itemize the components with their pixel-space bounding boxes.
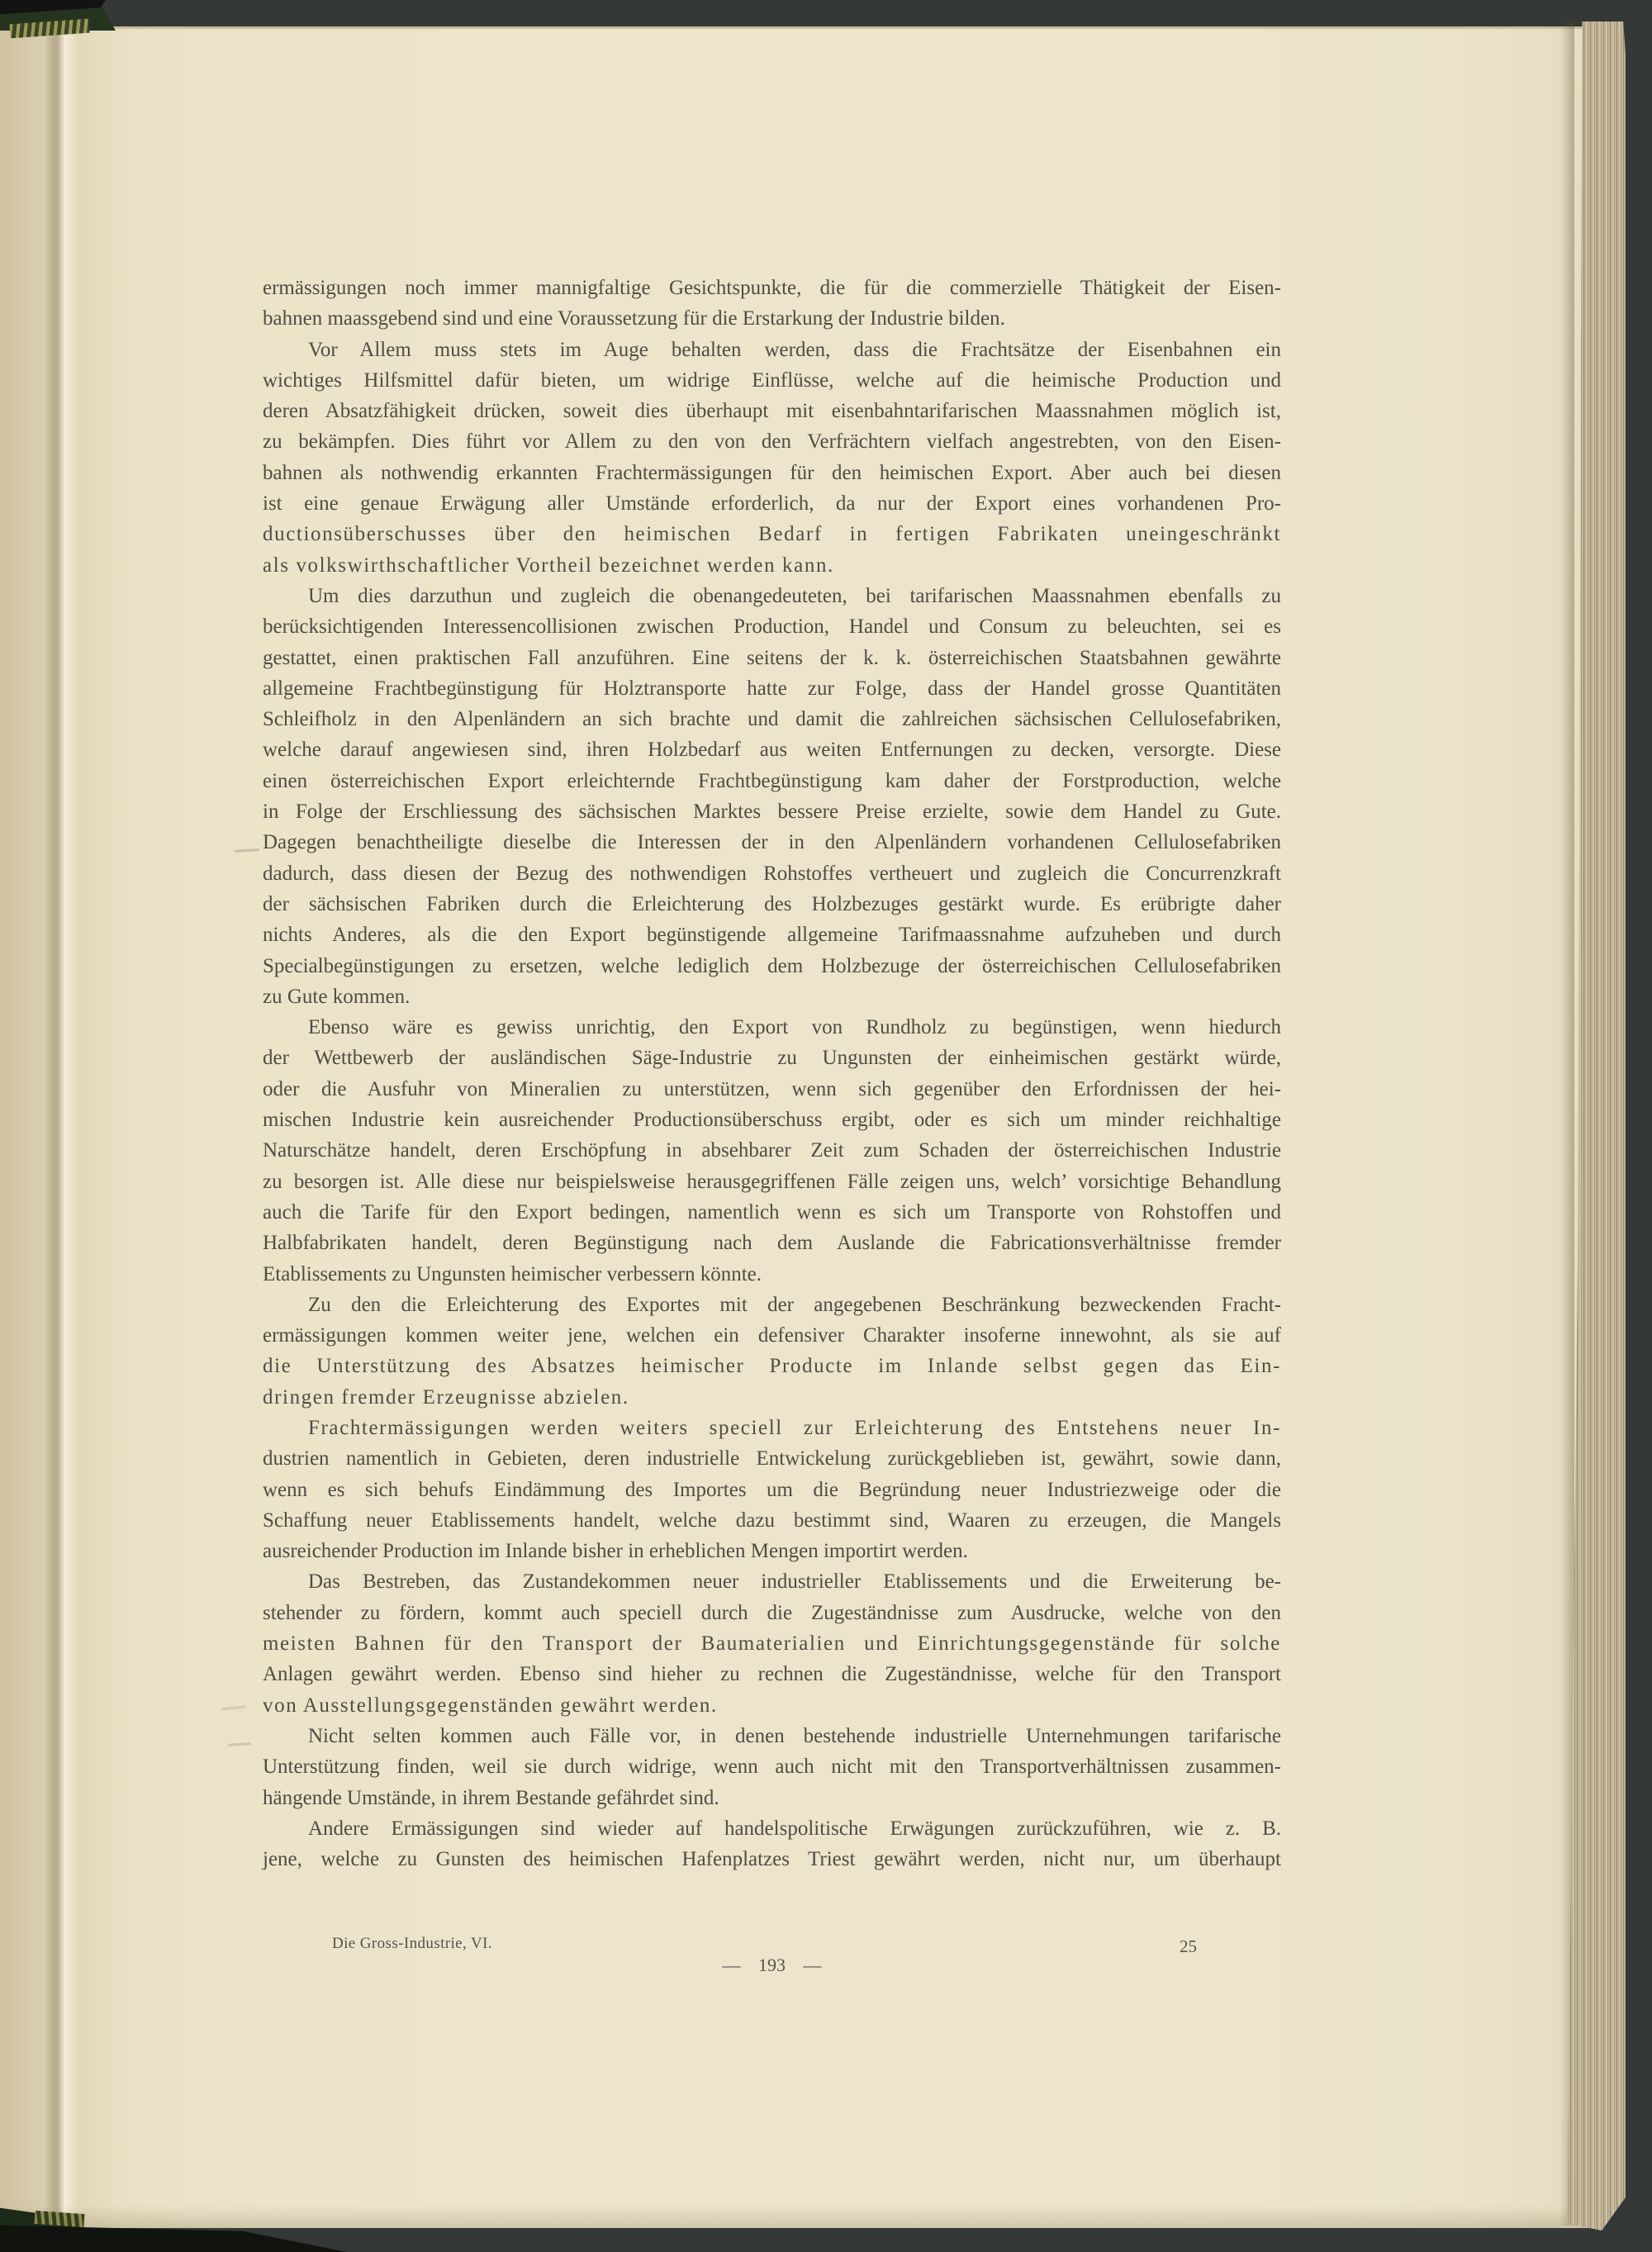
text-line: hängende Umstände, in ihrem Bestande gefährdet sind. [263,1786,719,1809]
text-line: welche darauf angewiesen sind, ihren Holzbedarf aus weiten Entfernungen zu decken, versorgte. Diese [263,739,1281,762]
text-line: bahnen maassgebend sind und eine Voraussetzung für die Erstarkung der Industrie bilden. [263,307,1005,330]
text-line: einen österreichischen Export erleichternde Frachtbegünstigung kam daher der Forstproduction, welche [263,769,1281,792]
signature-number: 25 [1180,1936,1197,1956]
text-line: bahnen als nothwendig erkannten Frachtermässigungen für den heimischen Export. Aber auch bei diesen [263,461,1281,484]
text-line: der sächsischen Fabriken durch die Erleichterung des Holzbezuges gestärkt wurde. Es erübrigte daher [263,892,1281,915]
text-line: wichtiges Hilfsmittel dafür bieten, um widrige Einflüsse, welche auf die heimische Production und [263,368,1281,392]
series-title: Die Gross-Industrie, VI. [332,1935,492,1952]
text-line: Specialbegünstigungen zu ersetzen, welche lediglich dem Holzbezuge der österreichischen Cellulosefabriken [263,954,1281,977]
text-line: ist eine genaue Erwägung aller Umstände erforderlich, da nur der Export eines vorhandenen Pro- [263,492,1281,515]
text-line: mischen Industrie kein ausreichender Productionsüberschuss ergibt, oder es sich um minder reichhaltige [263,1109,1281,1132]
paragraph [263,335,1281,581]
text-line: ermässigungen noch immer mannigfaltige Gesichtspunkte, die für die commerzielle Thätigkeit der Eisen- [263,277,1281,299]
text-line: Halbfabrikaten handelt, deren Begünstigung nach dem Auslande die Fabricationsverhältnisse fremder [263,1232,1281,1255]
text-line: dustrien namentlich in Gebieten, deren industrielle Entwickelung zurückgeblieben ist, gewährt, sowie dann, [263,1447,1281,1470]
text-line: Das Bestreben, das Zustandekommen neuer industrieller Etablissements und die Erweiterung be- [308,1570,1281,1594]
text-line: gestattet, einen praktischen Fall anzuführen. Eine seitens der k. k. österreichischen Staatsbahnen gewährte [263,646,1281,669]
text-line: Ebenso wäre es gewiss unrichtig, den Export von Rundholz zu begünstigen, wenn hiedurch [308,1016,1281,1039]
text-line: Nicht selten kommen auch Fälle vor, in denen bestehende industrielle Unternehmungen tarifarische [308,1724,1281,1747]
text-line: Andere Ermässigungen sind wieder auf handelspolitische Erwägungen zurückzuführen, wie z. B. [308,1817,1281,1840]
text-line: dringen fremder Erzeugnisse abzielen. [263,1385,629,1409]
text-line: Schleifholz in den Alpenländern an sich brachte und damit die zahlreichen sächsischen Cellulosefabriken, [263,708,1281,731]
text-line: oder die Ausfuhr von Mineralien zu unterstützen, wenn sich gegenüber den Erfordnissen der hei- [263,1077,1281,1100]
text-line: als volkswirthschaftlicher Vortheil bezeichnet werden kann. [263,553,834,577]
text-line: deren Absatzfähigkeit drücken, soweit dies überhaupt mit eisenbahntarifarischen Maassnahmen möglich ist, [263,400,1281,423]
text-line: ductionsüberschusses über den heimischen Bedarf in fertigen Fabrikaten uneingeschränkt [263,523,1281,546]
text-line: ermässigungen kommen weiter jene, welchen ein defensiver Charakter insoferne innewohnt, als sie auf [263,1324,1281,1347]
text-line: Dagegen benachtheiligte dieselbe die Interessen der in den Alpenländern vorhandenen Cellulosefabriken [263,831,1281,854]
paragraph [263,1813,1281,1875]
text-line: von Ausstellungsgegenständen gewährt werden. [263,1694,718,1717]
text-line: allgemeine Frachtbegünstigung für Holztransporte hatte zur Folge, dass der Handel grosse Quantitäten [263,677,1281,700]
text-line: zu Gute kommen. [263,985,411,1008]
text-line: Anlagen gewährt werden. Ebenso sind hieher zu rechnen die Zugeständnisse, welche für den Transport [263,1663,1281,1686]
text-line: dadurch, dass diesen der Bezug des nothwendigen Rohstoffes vertheuert und zugleich die Concurrenzkraft [263,862,1281,885]
text-line: zu bekämpfen. Dies führt vor Allem zu den von den Verfrächtern vielfach angestrebten, von den Eisen- [263,430,1281,454]
paragraph [263,581,1281,1012]
text-line: Vor Allem muss stets im Auge behalten werden, dass die Frachtsätze der Eisenbahnen ein [308,338,1281,361]
paragraph [263,1566,1281,1720]
page-bottom-shadow [0,2205,1588,2228]
text-line: Naturschätze handelt, deren Erschöpfung in absehbarer Zeit zum Schaden der österreichischen Industrie [263,1139,1281,1162]
text-line: Frachtermässigungen werden weiters speciell zur Erleichterung des Entstehens neuer In- [308,1416,1281,1439]
gutter-fold-shadow [0,29,116,2228]
paragraph [263,273,1281,335]
text-line: Zu den die Erleichterung des Exportes mit der angegebenen Beschränkung bezweckenden Fracht- [308,1293,1281,1316]
paragraph [263,1721,1281,1813]
text-line: ausreichender Production im Inlande bisher in erheblichen Mengen importirt werden. [263,1540,968,1563]
text-line: meisten Bahnen für den Transport der Baumaterialien und Einrichtungsgegenstände für solche [263,1632,1281,1656]
text-line: zu besorgen ist. Alle diese nur beispielsweise herausgegriffenen Fälle zeigen uns, welch’ vorsichtige Behandlung [263,1170,1281,1193]
page-number: — 193 — [722,1955,822,1975]
paragraph [263,1290,1281,1413]
text-line: auch die Tarife für den Export bedingen, namentlich wenn es sich um Transporte von Rohstoffen und [263,1200,1281,1223]
paragraph [263,1413,1281,1566]
text-line: Schaffung neuer Etablissements handelt, welche dazu bestimmt sind, Waaren zu erzeugen, die Mangels [263,1508,1281,1532]
text-line: Etablissements zu Ungunsten heimischer verbessern könnte. [263,1262,762,1285]
text-line: nichts Anderes, als die den Export begünstigende allgemeine Tarifmaassnahme aufzuheben und durch [263,924,1281,947]
text-line: in Folge der Erschliessung des sächsischen Marktes bessere Preise erzielte, sowie dem Handel zu Gute. [263,801,1281,824]
text-line: berücksichtigenden Interessencollisionen zwischen Production, Handel und Consum zu beleuchten, sei es [263,615,1281,639]
text-line: die Unterstützung des Absatzes heimischer Producte im Inlande selbst gegen das Ein- [263,1355,1281,1378]
paragraph [263,1012,1281,1290]
text-line: der Wettbewerb der ausländischen Säge-Industrie zu Ungunsten der einheimischen gestärkt würde, [263,1047,1281,1070]
text-line: wenn es sich behufs Eindämmung des Importes um die Begründung neuer Industriezweige oder die [263,1478,1281,1501]
text-line: stehender zu fördern, kommt auch speciell durch die Zugeständnisse zum Ausdrucke, welche von den [263,1601,1281,1624]
text-line: Unterstützung finden, weil sie durch widrige, wenn auch nicht mit den Transportverhältnissen zusammen- [263,1756,1281,1779]
text-block [263,273,1281,1874]
text-line: Um dies darzuthun und zugleich die obenangedeuteten, bei tarifarischen Maassnahmen ebenfalls zu [308,584,1281,607]
text-line: jene, welche zu Gunsten des heimischen Hafenplatzes Triest gewährt werden, nicht nur, um überhaupt [263,1848,1281,1871]
